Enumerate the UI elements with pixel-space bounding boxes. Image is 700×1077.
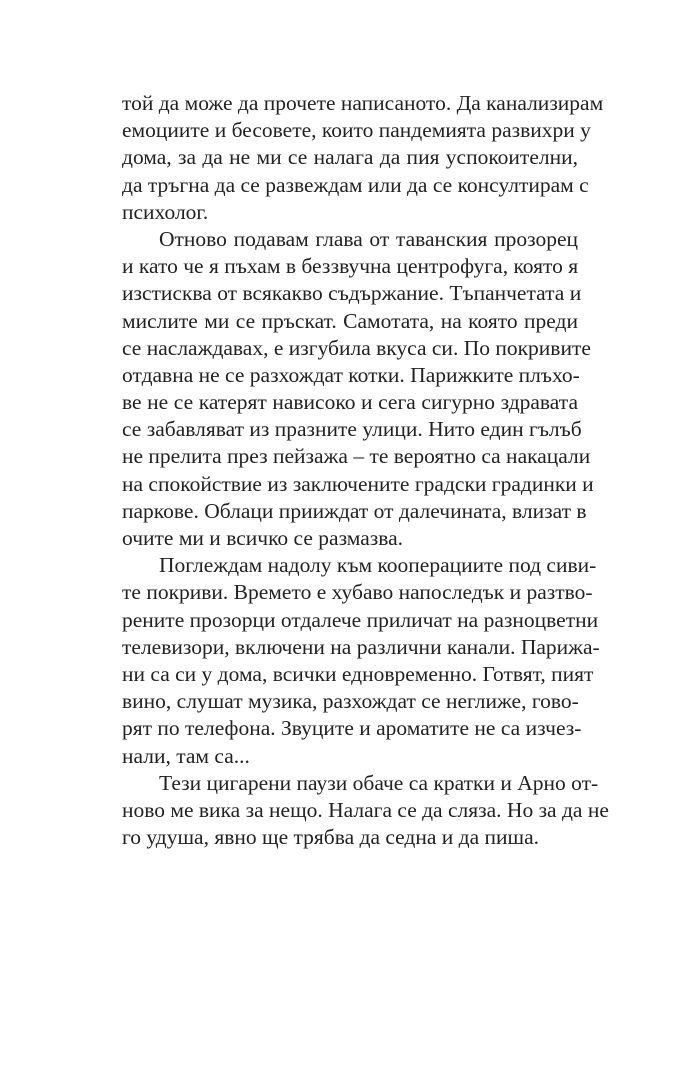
text-line: Отново подавам глава от таванския прозорец: [159, 226, 578, 251]
text-line: емоциите и бесовете, които пандемията развихри у: [122, 118, 591, 143]
text-line: и като че я пъхам в беззвучна центрофуга, която я: [122, 254, 579, 279]
text-line: ново ме вика за нещо. Налага се да сляза. Но за да не: [122, 797, 609, 822]
text-line: се наслаждавах, е изгубила вкуса си. По покривите: [122, 335, 591, 360]
text-line: те покриви. Времето е хубаво напоследък и разтво-: [122, 580, 593, 605]
text-line: изстисква от всякакво съдържание. Тъпанчетата и: [122, 281, 582, 306]
text-line: на спокойствие из заключените градски градинки и: [122, 471, 594, 496]
text-line: паркове. Облаци прииждат от далечината, влизат в: [122, 498, 587, 523]
text-line: Тези цигарени паузи обаче са кратки и Арно от-: [159, 770, 599, 795]
paragraph: [122, 770, 609, 852]
text-line: рят по телефона. Звуците и ароматите не са изчез-: [122, 716, 582, 741]
text-line: не прелита през пейзажа – те вероятно са накацали: [122, 444, 591, 469]
text-line: нали, там са...: [122, 743, 250, 768]
paragraph: [122, 90, 604, 226]
text-line: ни са си у дома, всички едновременно. Готвят, пият: [122, 661, 594, 686]
text-line: отдавна не се разхождат котки. Парижките плъхо-: [122, 362, 580, 387]
paragraph: [122, 552, 600, 770]
text-line: очите ми и всичко се размазва.: [122, 526, 404, 550]
text-line: да тръгна да се развеждам или да се консултирам с: [122, 172, 589, 197]
text-line: психолог.: [122, 199, 209, 224]
text-line: дома, за да не ми се налага да пия успокоителни,: [122, 145, 578, 170]
text-line: рените прозорци отдалече приличат на разноцветни: [122, 607, 599, 632]
text-line: ве не се катерят нависоко и сега сигурно здравата: [122, 390, 578, 415]
paragraph: [122, 226, 594, 552]
text-line: телевизори, включени на различни канали. Парижа-: [122, 634, 600, 659]
body-text: [122, 90, 609, 851]
text-line: мислите ми се пръскат. Самотата, на която преди: [122, 308, 578, 333]
text-line: той да може да прочете написаното. Да канализирам: [122, 91, 604, 115]
text-line: вино, слушат музика, разхождат се неглиже, гово-: [122, 689, 579, 714]
text-line: Поглеждам надолу към кооперациите под сиви-: [159, 553, 597, 578]
text-line: се забавляват из празните улици. Нито един гълъб: [122, 417, 582, 442]
text-line: го удуша, явно ще трябва да седна и да пиша.: [122, 825, 540, 850]
